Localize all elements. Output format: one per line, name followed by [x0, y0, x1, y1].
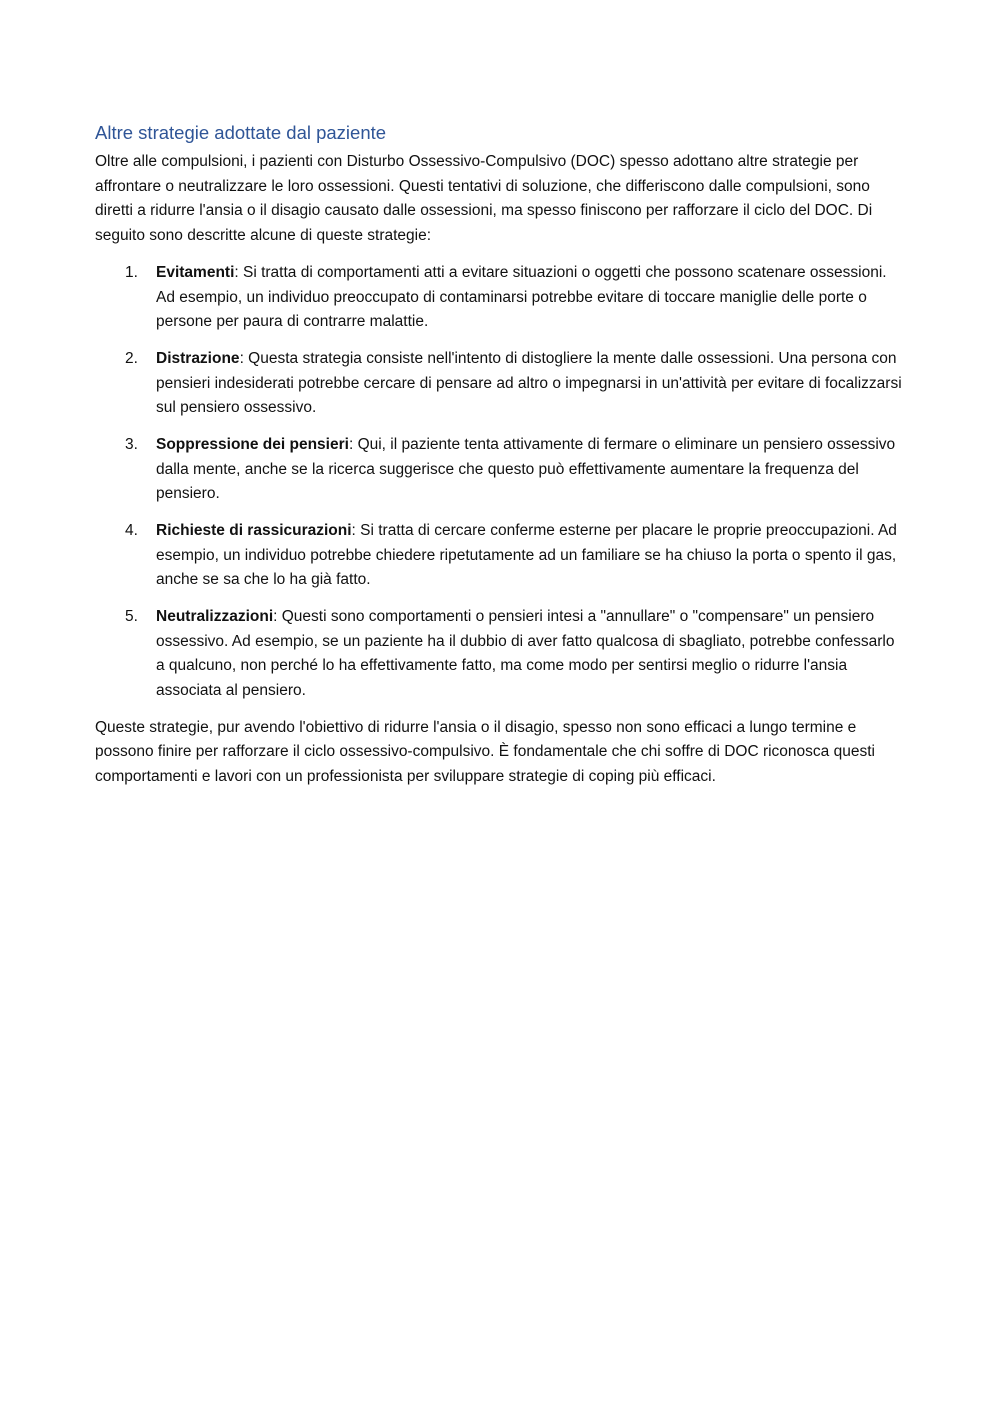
list-text: : Questa strategia consiste nell'intento di distogliere la mente dalle ossessioni. Una persona con pensieri indesiderati potrebbe cercare di pensare ad altro o impegnarsi in un'attività per evitare di focalizzarsi sul pensiero ossessivo.: [156, 350, 902, 416]
list-number: 2.: [125, 350, 138, 367]
list-number: 3.: [125, 436, 138, 453]
list-text: : Questi sono comportamenti o pensieri intesi a "annullare" o "compensare" un pensiero ossessivo. Ad esempio, se un paziente ha il dubbio di aver fatto qualcosa di sbagliato, potrebbe confessarlo a qualcuno, non perché lo ha effettivamente fatto, ma come modo per sentirsi meglio o ridurre l'ansia associata al pensiero.: [156, 608, 895, 699]
list-item: [95, 433, 907, 507]
section-heading: Altre strategie adottate dal paziente: [95, 122, 387, 143]
list-term: Evitamenti: [156, 264, 235, 281]
intro-paragraph: Oltre alle compulsioni, i pazienti con Disturbo Ossessivo-Compulsivo (DOC) spesso adottano altre strategie per affrontare o neutralizzare le loro ossessioni. Questi tentativi di soluzione, che differiscono dalle compulsioni, sono diretti a ridurre l'ansia o il disagio causato dalle ossessioni, ma spesso finiscono per rafforzare il ciclo del DOC. Di seguito sono descritte alcune di queste strategie:: [95, 153, 873, 244]
list-item: [95, 347, 907, 421]
list-item: [95, 605, 907, 703]
list-text: : Qui, il paziente tenta attivamente di fermare o eliminare un pensiero ossessivo dalla mente, anche se la ricerca suggerisce che questo può effettivamente aumentare la frequenza del pensiero.: [156, 436, 896, 502]
list-number: 1.: [125, 264, 138, 281]
list-text: : Si tratta di cercare conferme esterne per placare le proprie preoccupazioni. Ad esempio, un individuo potrebbe chiedere ripetutamente ad un familiare se ha chiuso la porta o spento il gas, anche se sa che lo ha già fatto.: [156, 522, 897, 588]
list-number: 4.: [125, 522, 138, 539]
list-item: [95, 261, 907, 335]
list-term: Neutralizzazioni: [156, 608, 274, 625]
list-term: Soppressione dei pensieri: [156, 436, 349, 453]
list-text: : Si tratta di comportamenti atti a evitare situazioni o oggetti che possono scatenare ossessioni. Ad esempio, un individuo preoccupato di contaminarsi potrebbe evitare di toccare maniglie delle porte o persone per paura di contrarre malattie.: [156, 264, 887, 330]
closing-paragraph: Queste strategie, pur avendo l'obiettivo di ridurre l'ansia o il disagio, spesso non sono efficaci a lungo termine e possono finire per rafforzare il ciclo ossessivo-compulsivo. È fondamentale che chi soffre di DOC riconosca questi comportamenti e lavori con un professionista per sviluppare strategie di coping più efficaci.: [95, 718, 875, 785]
document-page: [95, 120, 907, 789]
list-term: Richieste di rassicurazioni: [156, 522, 352, 539]
list-number: 5.: [125, 608, 138, 625]
list-item: [95, 519, 907, 593]
strategy-list: [95, 261, 907, 703]
list-term: Distrazione: [156, 350, 240, 367]
